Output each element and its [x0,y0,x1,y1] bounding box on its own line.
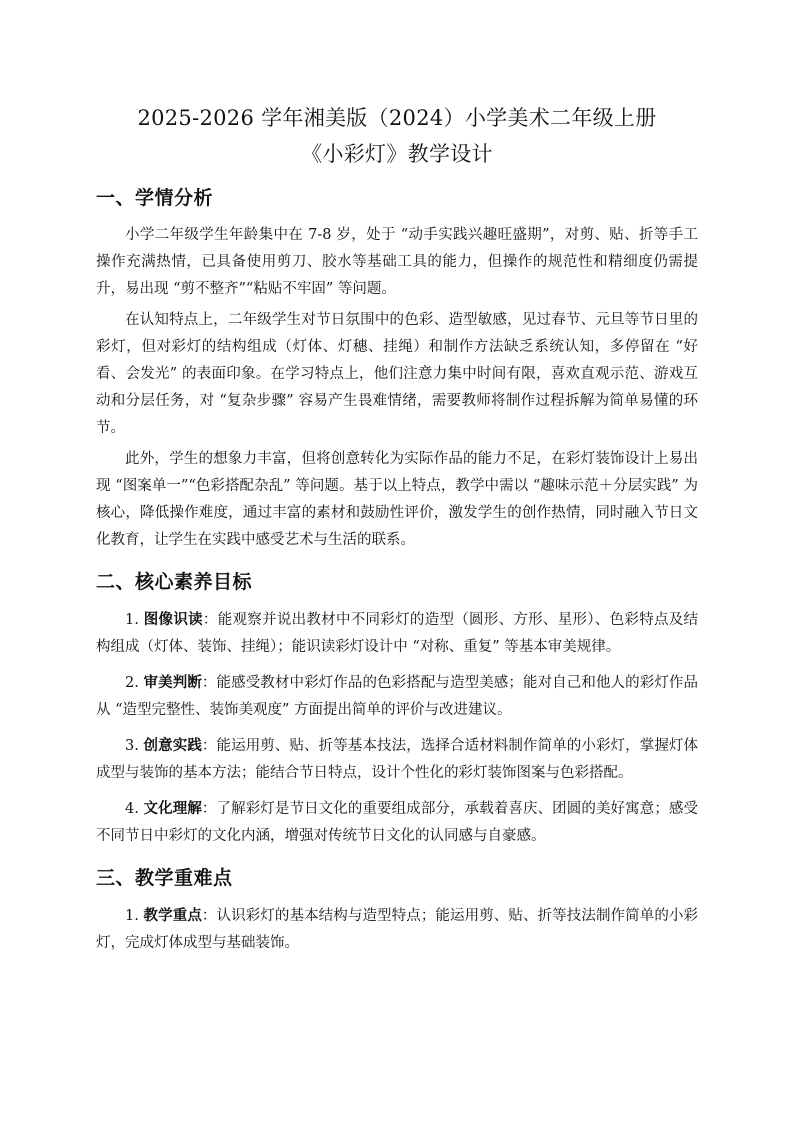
goal-item [96,606,698,661]
goal-term: 图像识读 [143,611,203,628]
key-point-text: 认识彩灯的基本结构与造型特点；能运用剪、贴、折等技法制作简单的小彩灯，完成灯体成型与基础装饰。 [96,908,698,951]
goal-text: 能运用剪、贴、折等基本技法，选择合适材料制作简单的小彩灯，掌握灯体成型与装饰的基本方法；能结合节日特点，设计个性化的彩灯装饰图案与色彩搭配。 [96,738,698,781]
item-number: 1. [125,908,139,924]
goal-term: 文化理解 [143,800,202,817]
colon: ： [201,738,217,754]
goal-term: 创意实践 [143,737,202,754]
item-number: 3. [125,738,139,754]
goal-item [96,732,698,787]
section-heading-core-literacy-goals: 二、核心素养目标 [96,571,253,593]
item-number: 2. [125,675,139,691]
document-title-line-2: 《小彩灯》教学设计 [301,142,493,166]
document-page [96,100,698,965]
paragraph: 在认知特点上，二年级学生对节日氛围中的色彩、造型敏感，见过春节、元旦等节日里的彩灯，但对彩灯的结构组成（灯体、灯穗、挂绳）和制作方法缺乏系统认知，多停留在 “好看、会发光” 的表面印象。在学习特点上，他们注意力集中时间有限，喜欢直观示范、游戏互动和分层任务，对 “复杂步骤” 容易产生畏难情绪，需要教师将制作过程拆解为简单易懂的环节。 [96,312,698,436]
colon: ： [201,908,217,924]
goal-item [96,795,698,850]
paragraph: 小学二年级学生年龄集中在 7-8 岁，处于 “动手实践兴趣旺盛期”，对剪、贴、折等手工操作充满热情，已具备使用剪刀、胶水等基础工具的能力，但操作的规范性和精细度仍需提升，易出现 “剪不整齐”“粘贴不牢固” 等问题。 [96,227,698,297]
goal-item [96,669,698,724]
colon: ： [201,675,217,691]
item-number: 4. [125,801,139,817]
paragraph: 此外，学生的想象力丰富，但将创意转化为实际作品的能力不足，在彩灯装饰设计上易出现 “图案单一”“色彩搭配杂乱” 等问题。基于以上特点，教学中需以 “趣味示范＋分层实践” 为核心，降低操作难度，通过丰富的素材和鼓励性评价，激发学生的创作热情，同时融入节日文化教育，让学生在实践中感受艺术与生活的联系。 [96,451,698,548]
goal-text: 了解彩灯是节日文化的重要组成部分，承载着喜庆、团圆的美好寓意；感受不同节日中彩灯的文化内涵，增强对传统节日文化的认同感与自豪感。 [96,801,698,844]
section-heading-key-difficult-points: 三、教学重难点 [96,867,233,889]
key-point-item [96,902,698,957]
document-title-line-1: 2025-2026 学年湘美版（2024）小学美术二年级上册 [137,106,657,130]
item-number: 1. [125,612,139,628]
goal-text: 能观察并说出教材中不同彩灯的造型（圆形、方形、星形）、色彩特点及结构组成（灯体、装饰、挂绳）；能识读彩灯设计中 “对称、重复” 等基本审美规律。 [96,612,699,655]
key-point-term: 教学重点 [143,907,202,924]
section-heading-learner-analysis: 一、学情分析 [96,187,214,209]
colon: ： [201,801,217,817]
goal-text: 能感受教材中彩灯作品的色彩搭配与造型美感；能对自己和他人的彩灯作品从 “造型完整性、装饰美观度” 方面提出简单的评价与改进建议。 [96,675,698,718]
colon: ： [202,612,218,628]
goal-term: 审美判断 [143,674,202,691]
